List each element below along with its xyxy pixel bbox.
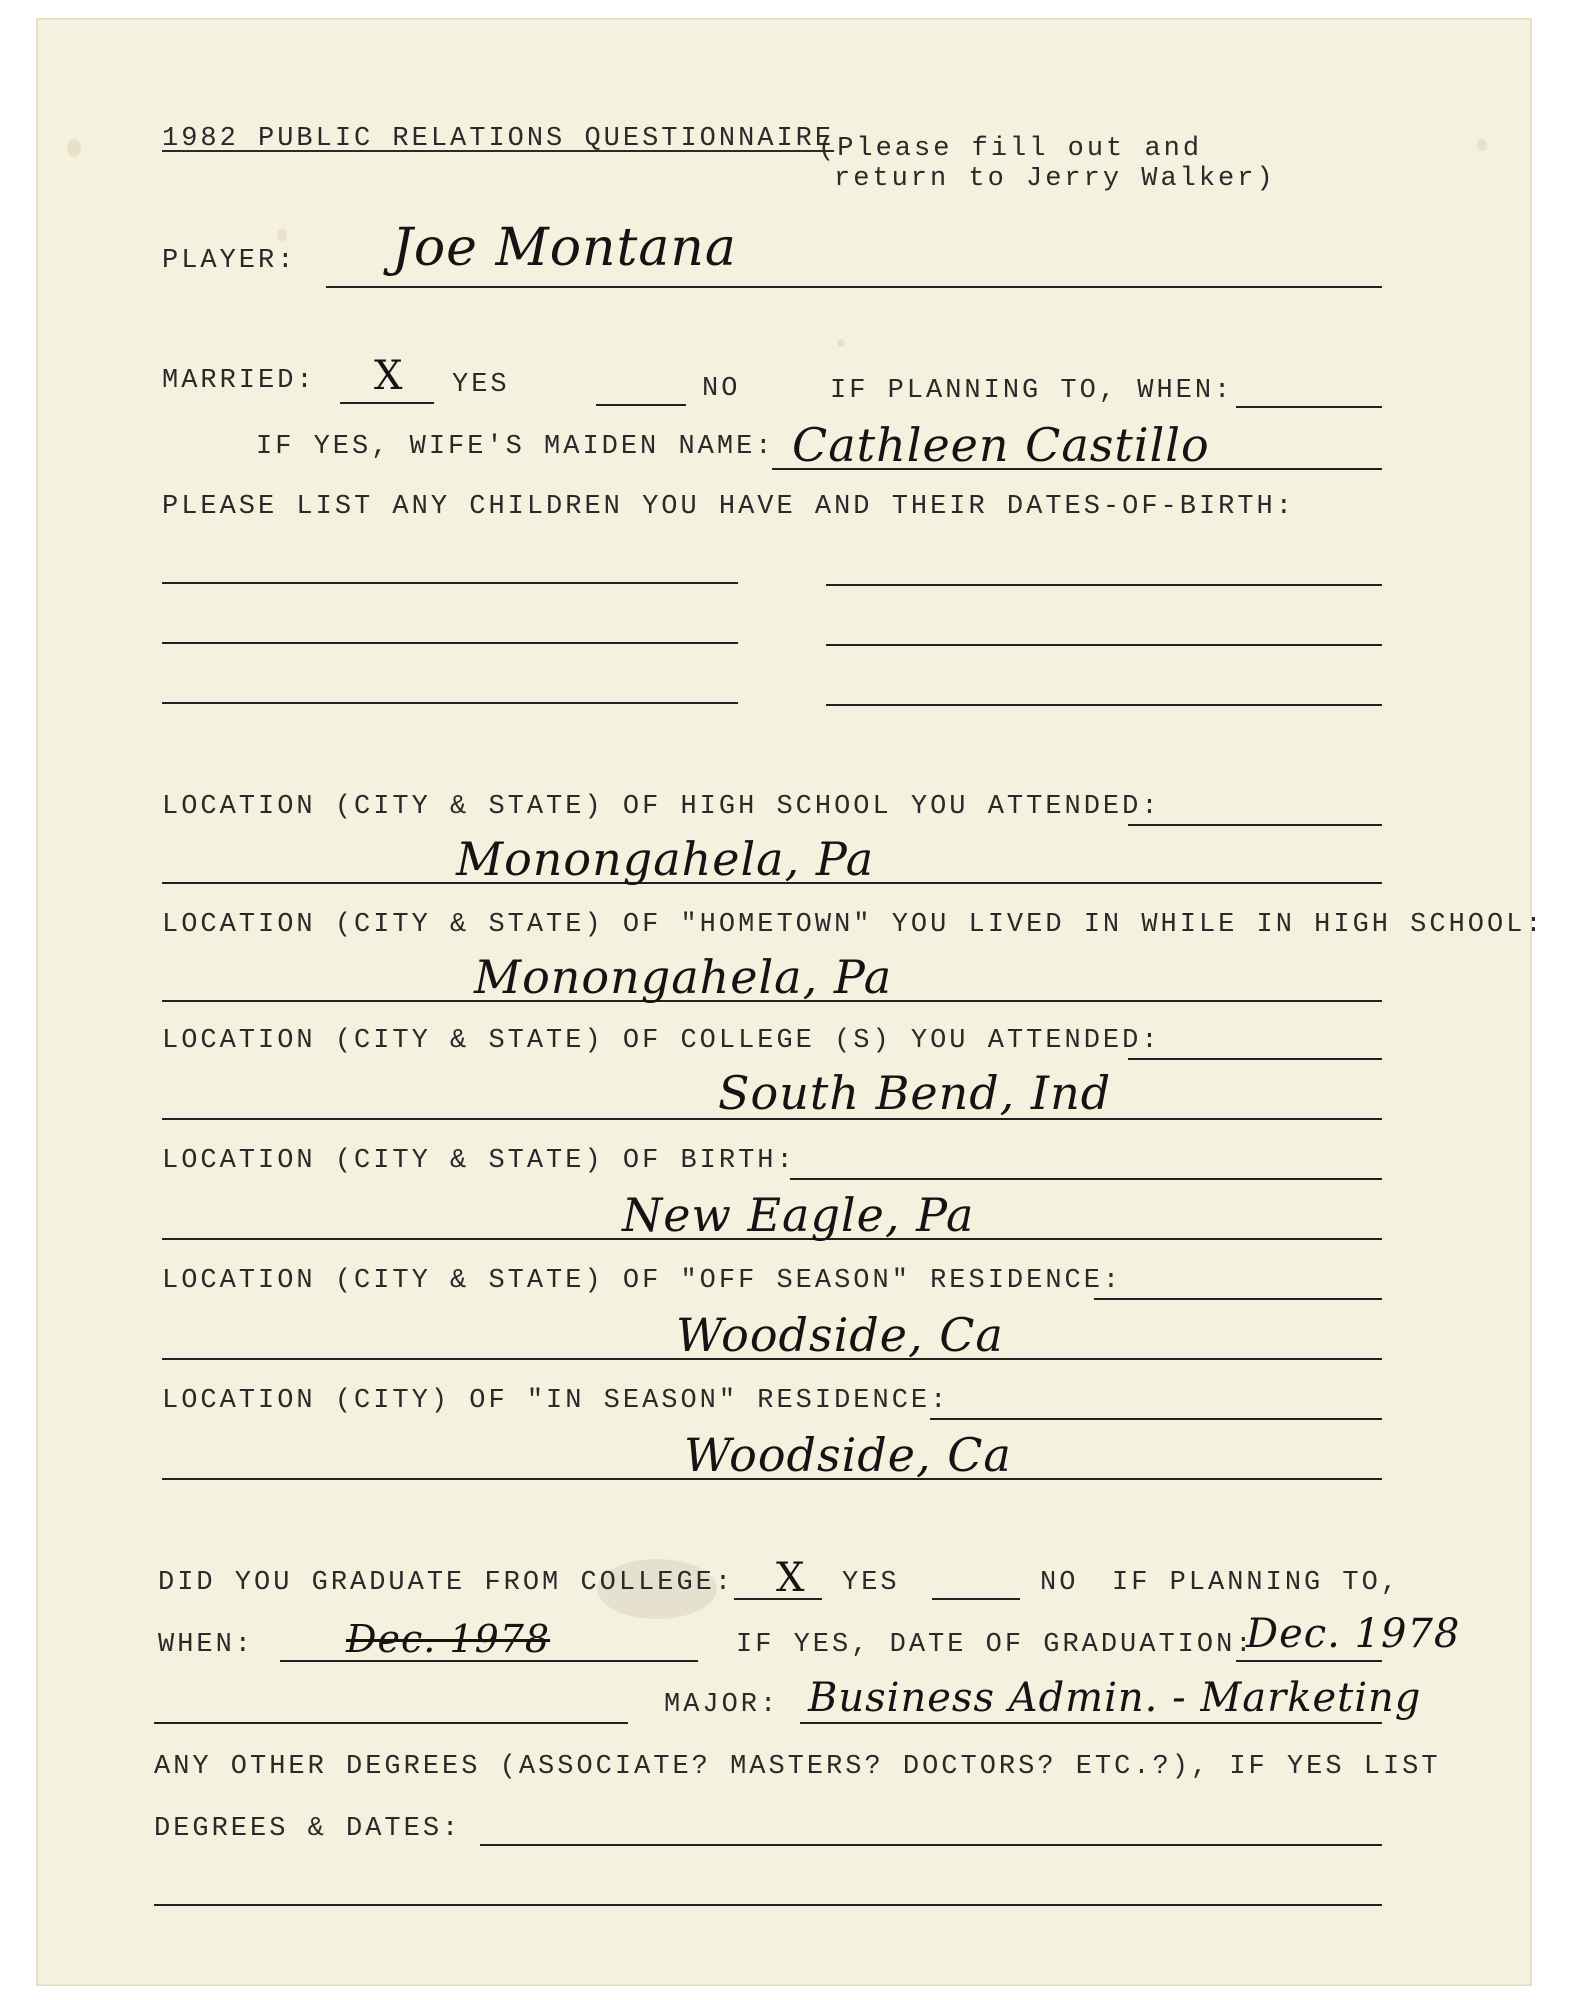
- birth-label: LOCATION (CITY & STATE) OF BIRTH:: [162, 1146, 796, 1176]
- high-school-line-short: [1128, 824, 1382, 826]
- high-school-value[interactable]: Monongahela, Pa: [456, 832, 875, 886]
- graduation-date-label: IF YES, DATE OF GRADUATION:: [736, 1630, 1255, 1660]
- other-degrees-label: ANY OTHER DEGREES (ASSOCIATE? MASTERS? DOCTORS? ETC.?), IF YES LIST: [154, 1752, 1441, 1782]
- graduation-yes-label: YES: [842, 1568, 900, 1598]
- paper-stain: [1477, 139, 1487, 151]
- degrees-dates-label: DEGREES & DATES:: [154, 1814, 462, 1844]
- graduation-no-label: NO: [1040, 1568, 1079, 1598]
- form-instructions-line1: (Please fill out and: [818, 134, 1203, 164]
- graduation-no-line[interactable]: [932, 1598, 1020, 1600]
- child-line-right-1[interactable]: [826, 584, 1382, 586]
- married-yes-label: YES: [452, 370, 510, 400]
- child-line-right-3[interactable]: [826, 704, 1382, 706]
- married-no-line[interactable]: [596, 404, 686, 406]
- off-season-value[interactable]: Woodside, Ca: [676, 1308, 1004, 1362]
- graduation-when-value-crossed[interactable]: Dec. 1978: [346, 1617, 551, 1661]
- graduation-date-value[interactable]: Dec. 1978: [1246, 1611, 1461, 1657]
- paper-stain: [67, 139, 81, 157]
- graduation-date-line: [1236, 1660, 1382, 1662]
- graduation-planning-label: IF PLANNING TO,: [1112, 1568, 1401, 1598]
- graduation-when-label: WHEN:: [158, 1630, 255, 1660]
- degrees-dates-line[interactable]: [480, 1844, 1382, 1846]
- birth-value[interactable]: New Eagle, Pa: [622, 1188, 975, 1242]
- wife-maiden-name-value[interactable]: Cathleen Castillo: [792, 418, 1210, 472]
- paper-stain: [277, 229, 287, 241]
- paper-stain: [837, 339, 845, 347]
- form-title: 1982 PUBLIC RELATIONS QUESTIONNAIRE: [162, 124, 835, 154]
- in-season-line-short: [930, 1418, 1382, 1420]
- wife-maiden-name-label: IF YES, WIFE'S MAIDEN NAME:: [256, 432, 775, 462]
- graduation-extra-line[interactable]: [154, 1722, 628, 1724]
- married-planning-line[interactable]: [1236, 406, 1382, 408]
- player-value[interactable]: Joe Montana: [392, 218, 737, 278]
- married-label: MARRIED:: [162, 366, 316, 396]
- married-no-label: NO: [702, 374, 741, 404]
- player-label: PLAYER:: [162, 246, 297, 276]
- major-value[interactable]: Business Admin. - Marketing: [808, 1675, 1422, 1721]
- child-line-left-3[interactable]: [162, 702, 738, 704]
- college-line-short: [1128, 1058, 1382, 1060]
- child-line-left-1[interactable]: [162, 582, 738, 584]
- high-school-label: LOCATION (CITY & STATE) OF HIGH SCHOOL YOU ATTENDED:: [162, 792, 1161, 822]
- off-season-line-short: [1094, 1298, 1382, 1300]
- married-yes-checkmark[interactable]: X: [374, 353, 404, 399]
- married-planning-label: IF PLANNING TO, WHEN:: [830, 376, 1234, 406]
- children-label: PLEASE LIST ANY CHILDREN YOU HAVE AND THEIR DATES-OF-BIRTH:: [162, 492, 1295, 522]
- college-value[interactable]: South Bend, Ind: [718, 1066, 1112, 1120]
- major-label: MAJOR:: [664, 1690, 780, 1720]
- child-line-left-2[interactable]: [162, 642, 738, 644]
- married-yes-line: [340, 402, 434, 404]
- birth-line-short: [790, 1178, 1382, 1180]
- off-season-label: LOCATION (CITY & STATE) OF "OFF SEASON" RESIDENCE:: [162, 1266, 1123, 1296]
- in-season-value[interactable]: Woodside, Ca: [684, 1428, 1012, 1482]
- graduation-label: DID YOU GRADUATE FROM COLLEGE:: [158, 1568, 735, 1598]
- hometown-value[interactable]: Monongahela, Pa: [474, 950, 893, 1004]
- major-line: [800, 1722, 1382, 1724]
- player-field-line: [326, 286, 1382, 288]
- in-season-label: LOCATION (CITY) OF "IN SEASON" RESIDENCE:: [162, 1386, 950, 1416]
- college-label: LOCATION (CITY & STATE) OF COLLEGE (S) YOU ATTENDED:: [162, 1026, 1161, 1056]
- form-instructions-line2: return to Jerry Walker): [834, 164, 1276, 194]
- hometown-label: LOCATION (CITY & STATE) OF "HOMETOWN" YOU LIVED IN WHILE IN HIGH SCHOOL:: [162, 910, 1545, 940]
- child-line-right-2[interactable]: [826, 644, 1382, 646]
- graduation-yes-checkmark[interactable]: X: [776, 1555, 806, 1601]
- degrees-dates-line-2[interactable]: [154, 1904, 1382, 1906]
